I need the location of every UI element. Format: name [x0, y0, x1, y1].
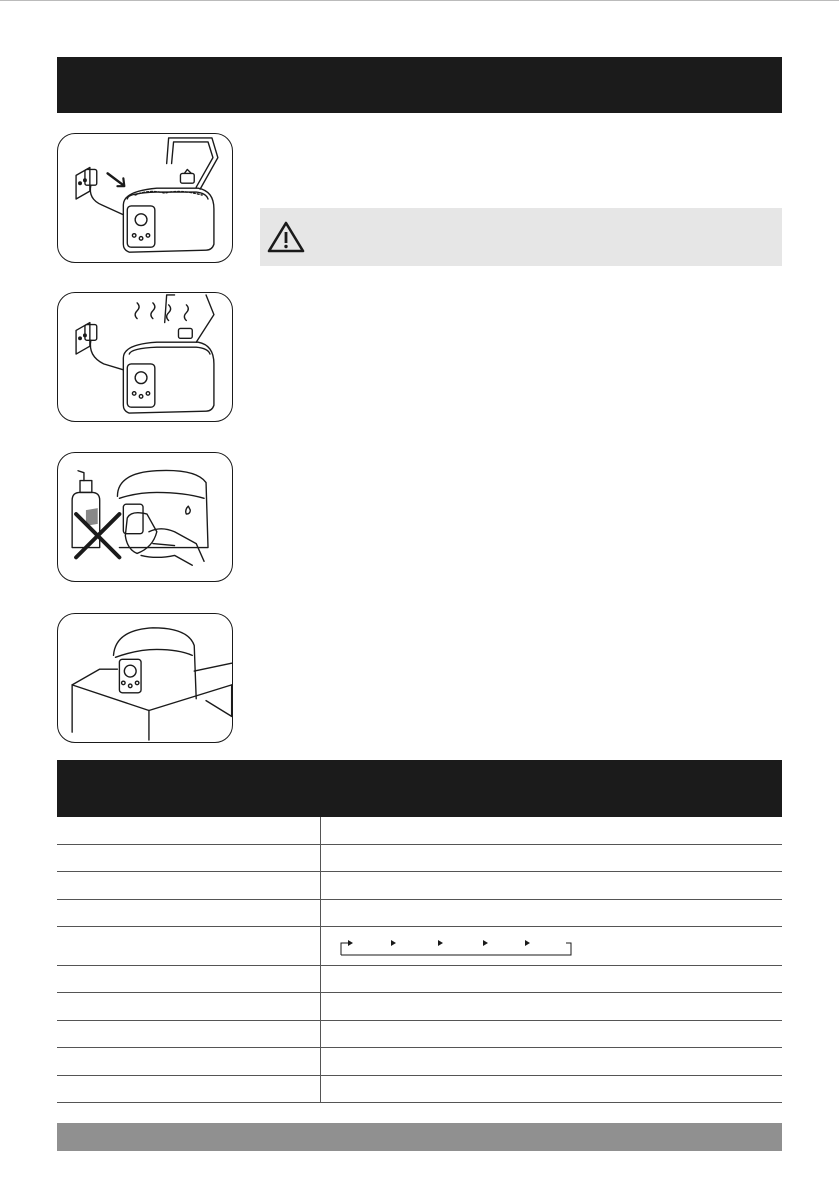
table-row — [57, 992, 782, 1021]
specifications-header — [57, 760, 782, 817]
table-row — [57, 817, 782, 845]
timer-cycle-diagram — [338, 935, 574, 959]
cycle-arrow-icon — [438, 940, 443, 946]
footer-bar — [57, 1123, 782, 1151]
cycle-arrow-icon — [391, 940, 396, 946]
cycle-arrow-icon — [348, 940, 353, 946]
warning-triangle-icon — [266, 220, 306, 254]
table-row — [57, 1020, 782, 1048]
table-row — [57, 871, 782, 900]
table-row — [57, 965, 782, 993]
table-row — [57, 899, 782, 927]
warning-box — [260, 208, 782, 266]
cycle-arrow-icon — [525, 940, 530, 946]
page-top-rule — [0, 0, 839, 1]
table-row — [57, 1075, 782, 1103]
storage-box-illustration — [57, 613, 233, 743]
table-row — [57, 1047, 782, 1076]
unplug-illustration — [57, 133, 233, 263]
cycle-arrow-icon — [483, 940, 488, 946]
table-row — [57, 844, 782, 872]
wipe-exterior-illustration — [57, 452, 233, 582]
cleaning-section-header — [57, 57, 782, 113]
hot-steam-illustration — [57, 292, 233, 422]
